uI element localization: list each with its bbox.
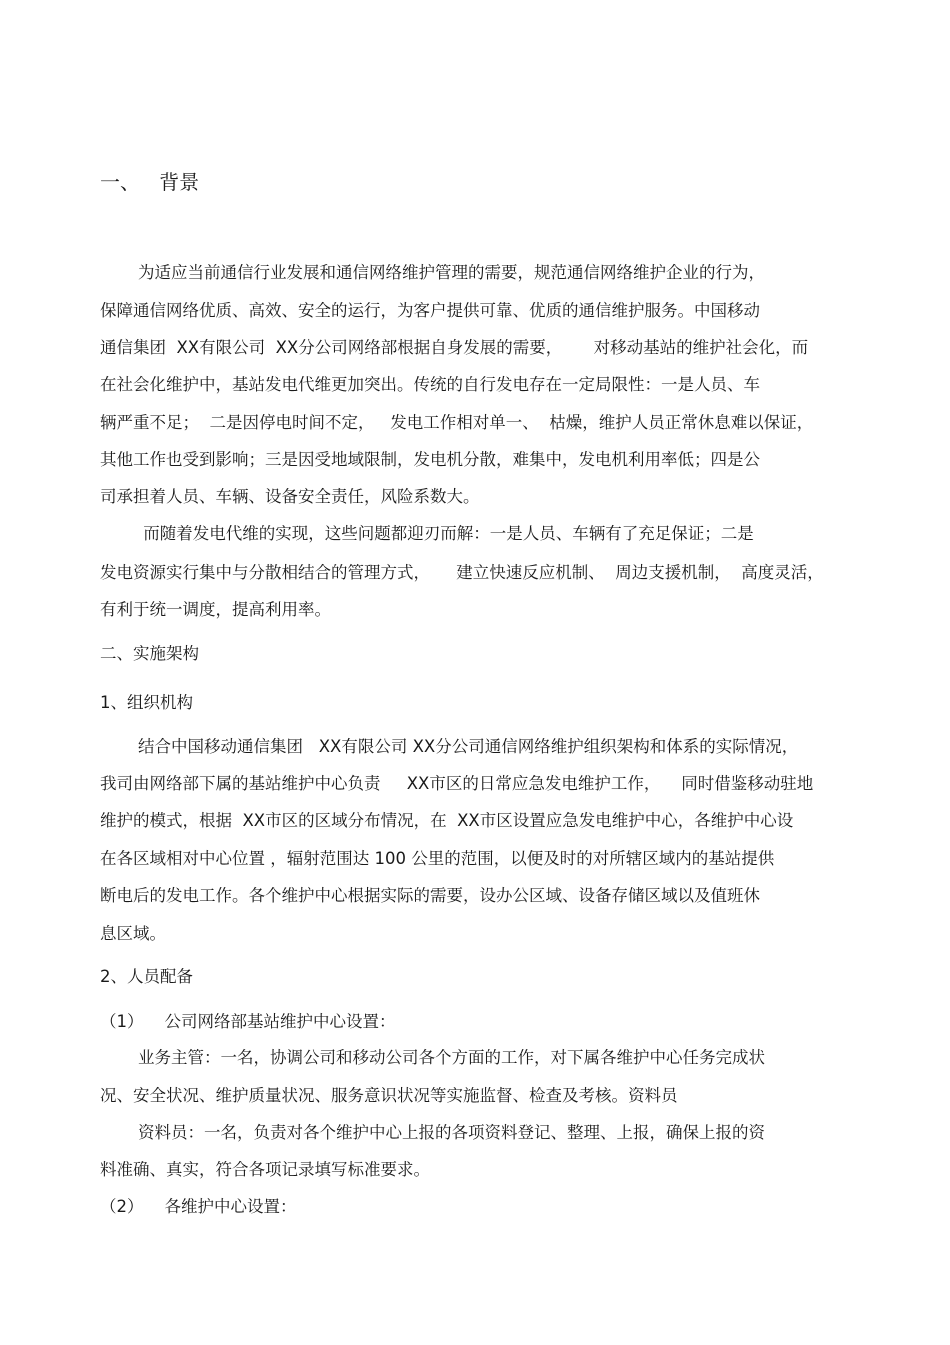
paragraph-line: 况、安全状况、维护质量状况、服务意识状况等实施监督、检查及考核。资料员: [100, 1086, 678, 1105]
paragraph-line: 其他工作也受到影响；三是因受地域限制，发电机分散，难集中，发电机利用率低；四是公: [100, 450, 760, 469]
paragraph-line: 保障通信网络优质、高效、安全的运行，为客户提供可靠、优质的通信维护服务。中国移动: [100, 301, 760, 320]
paragraph-line: 司承担着人员、车辆、设备安全责任，风险系数大。: [100, 487, 480, 506]
subheading-organization: 1、组织机构: [100, 693, 193, 712]
paragraph-line: 我司由网络部下属的基站维护中心负责 XX市区的日常应急发电维护工作， 同时借鉴移动驻地: [100, 774, 814, 793]
paragraph-line: 辆严重不足； 二是因停电时间不定， 发电工作相对单一、 枯燥，维护人员正常休息难以保证，: [100, 413, 814, 432]
paragraph-line: 有利于统一调度，提高利用率。: [100, 600, 331, 619]
paragraph-line: 而随着发电代维的实现，这些问题都迎刃而解：一是人员、车辆有了充足保证；二是: [138, 524, 754, 543]
paragraph-line: 在社会化维护中，基站发电代维更加突出。传统的自行发电存在一定局限性：一是人员、车: [100, 375, 760, 394]
paragraph-line: 断电后的发电工作。各个维护中心根据实际的需要，设办公区域、设备存储区域以及值班休: [100, 886, 760, 905]
paragraph-line: 通信集团 XX有限公司 XX分公司网络部根据自身发展的需要， 对移动基站的维护社会化，而: [100, 338, 809, 357]
paragraph-line: 在各区域相对中心位置 ，辐射范围达 100 公里的范围，以便及时的对所辖区域内的基站提供: [100, 849, 775, 868]
paragraph-line: 业务主管：一名，协调公司和移动公司各个方面的工作，对下属各维护中心任务完成状: [138, 1048, 765, 1067]
paragraph-line: 息区域。: [100, 924, 166, 943]
list-item-heading: （2） 各维护中心设置：: [100, 1197, 297, 1216]
paragraph-line: 料准确、真实，符合各项记录填写标准要求。: [100, 1160, 430, 1179]
paragraph-line: 维护的模式，根据 XX市区的区域分布情况，在 XX市区设置应急发电维护中心，各维护中心设: [100, 811, 794, 830]
paragraph-line: 资料员：一名，负责对各个维护中心上报的各项资料登记、整理、上报，确保上报的资: [138, 1123, 765, 1142]
section-heading-background: 一、 背景: [100, 170, 200, 194]
list-item-heading: （1） 公司网络部基站维护中心设置：: [100, 1012, 396, 1031]
section-heading-architecture: 二、实施架构: [100, 644, 199, 663]
paragraph-line: 结合中国移动通信集团 XX有限公司 XX分公司通信网络维护组织架构和体系的实际情况，: [138, 737, 799, 756]
paragraph-line: 发电资源实行集中与分散相结合的管理方式， 建立快速反应机制、 周边支援机制， 高度灵活，: [100, 563, 824, 582]
paragraph-line: 为适应当前通信行业发展和通信网络维护管理的需要，规范通信网络维护企业的行为，: [138, 263, 765, 282]
subheading-staffing: 2、人员配备: [100, 967, 193, 986]
